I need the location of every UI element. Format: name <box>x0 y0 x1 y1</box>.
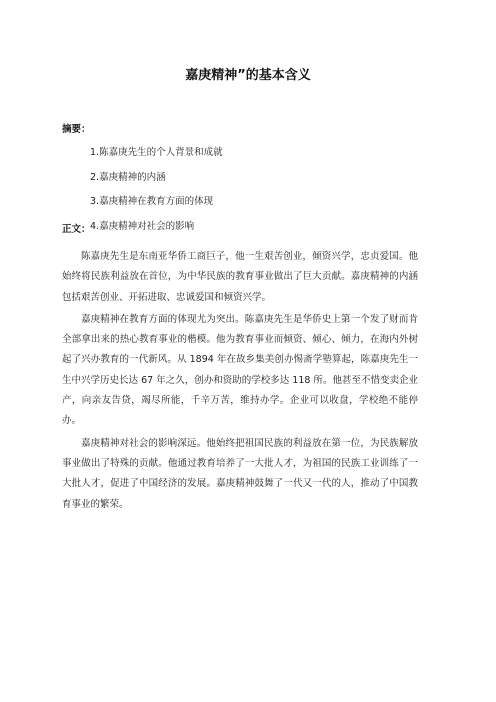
abstract-item: 1.陈嘉庚先生的个人背景和成就 <box>90 147 223 158</box>
body-paragraph: 嘉庚精神在教育方面的体现尤为突出。陈嘉庚先生是华侨史上第一个发了财而肯全部拿出来的热心教育事业的楷模。他为教育事业而倾资、倾心、倾力，在海内外树起了兴办教育的一代新风。从 1894 年在故乡集美创办惕斋学塾算起，陈嘉庚先生一生中兴学历史长达 67 年之久，创办和资助的学校多达 118 所。他甚至不惜变卖企业产，向亲友告贷，竭尽所能，千辛万苦，维持办学。企业可以收盘，学校绝不能停办。 <box>62 313 418 427</box>
abstract-item: 2.嘉庚精神的内涵 <box>90 171 166 183</box>
abstract-item: 4.嘉庚精神对社会的影响 <box>90 220 195 232</box>
body-paragraph: 嘉庚精神对社会的影响深远。他始终把祖国民族的利益放在第一位，为民族解放事业做出了特殊的贡献。他通过教育培养了一大批人才，为祖国的民族工业训练了一大批人才，促进了中国经济的发展。嘉庚精神鼓舞了一代又一代的人，推动了中国教育事业的繁荣。 <box>62 437 418 510</box>
abstract-item: 3.嘉庚精神在教育方面的体现 <box>90 196 214 207</box>
document-title: 嘉庚精神”的基本含义 <box>185 68 311 83</box>
abstract-list <box>90 148 223 246</box>
body-label: 正文： <box>62 224 91 235</box>
body-content <box>62 247 418 517</box>
abstract-label: 摘要： <box>62 124 91 135</box>
body-paragraph: 陈嘉庚先生是东南亚华侨工商巨子，他一生艰苦创业，倾资兴学，忠贞爱国。他始终将民族利益放在首位，为中华民族的教育事业做出了巨大贡献。嘉庚精神的内涵包括艰苦创业、开拓进取、忠诚爱国和倾资兴学。 <box>62 251 418 303</box>
